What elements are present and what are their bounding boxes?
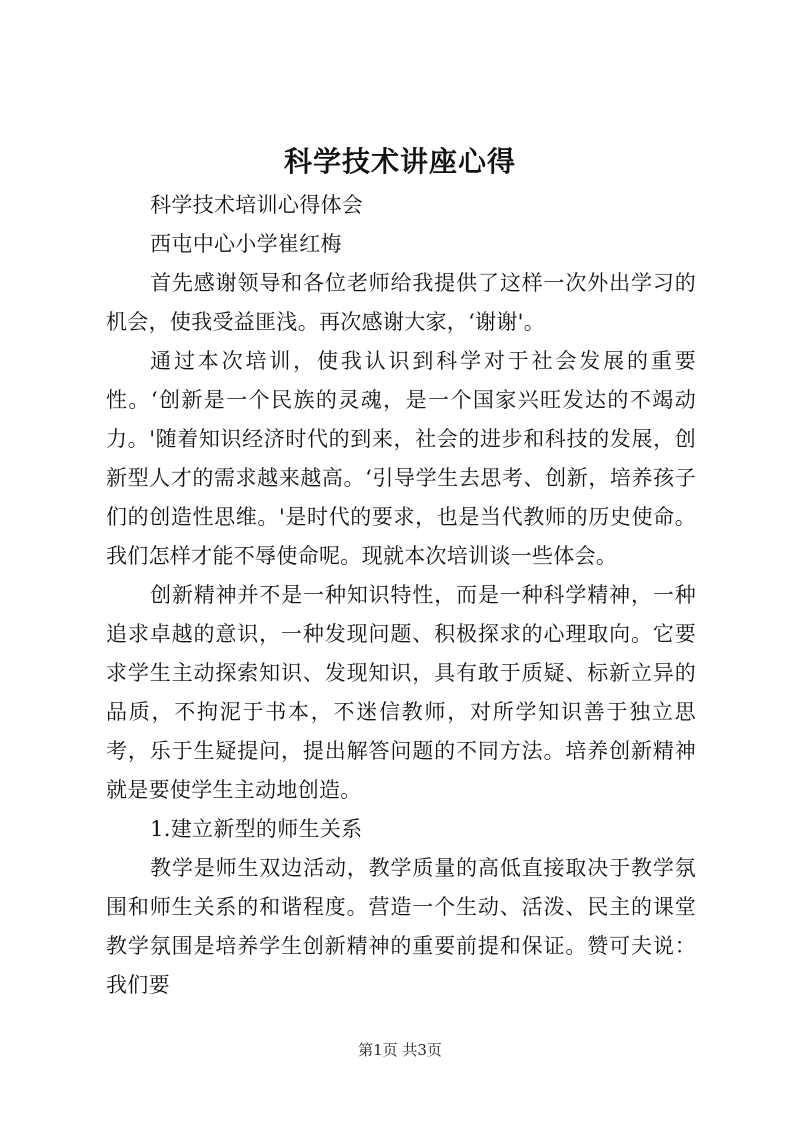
body-paragraph: 创新精神并不是一种知识特性，而是一种科学精神，一种追求卓越的意识，一种发现问题、积极探求的心理取向。它要求学生主动探索知识、发现知识，具有敢于质疑、标新立异的品质，不拘泥于书本，不迷信教师，对所学知识善于独立思考，乐于生疑提问，提出解答问题的不同方法。培养创新精神就是要使学生主动地创造。 bbox=[106, 583, 696, 802]
page-footer: 第1页 共3页 bbox=[358, 1041, 442, 1059]
author-paragraph: 西屯中心小学崔红梅 bbox=[150, 232, 342, 256]
body-paragraph: 首先感谢领导和各位老师给我提供了这样一次外出学习的机会，使我受益匪浅。再次感谢大家，‘谢谢'。 bbox=[106, 271, 696, 334]
subtitle-paragraph: 科学技术培训心得体会 bbox=[150, 193, 364, 217]
document-body bbox=[106, 186, 696, 1005]
section-heading: 1.建立新型的师生关系 bbox=[150, 817, 363, 841]
body-paragraph: 教学是师生双边活动，教学质量的高低直接取决于教学氛围和师生关系的和谐程度。营造一个生动、活泼、民主的课堂教学氛围是培养学生创新精神的重要前提和保证。赞可夫说：我们要 bbox=[106, 856, 696, 997]
body-paragraph: 通过本次培训，使我认识到科学对于社会发展的重要性。‘创新是一个民族的灵魂，是一个国家兴旺发达的不竭动力。'随着知识经济时代的到来，社会的进步和科技的发展，创新型人才的需求越来越高。‘引导学生去思考、创新，培养孩子们的创造性思维。'是时代的要求，也是当代教师的历史使命。我们怎样才能不辱使命呢。现就本次培训谈一些体会。 bbox=[106, 349, 696, 568]
document-title: 科学技术讲座心得 bbox=[283, 145, 516, 178]
